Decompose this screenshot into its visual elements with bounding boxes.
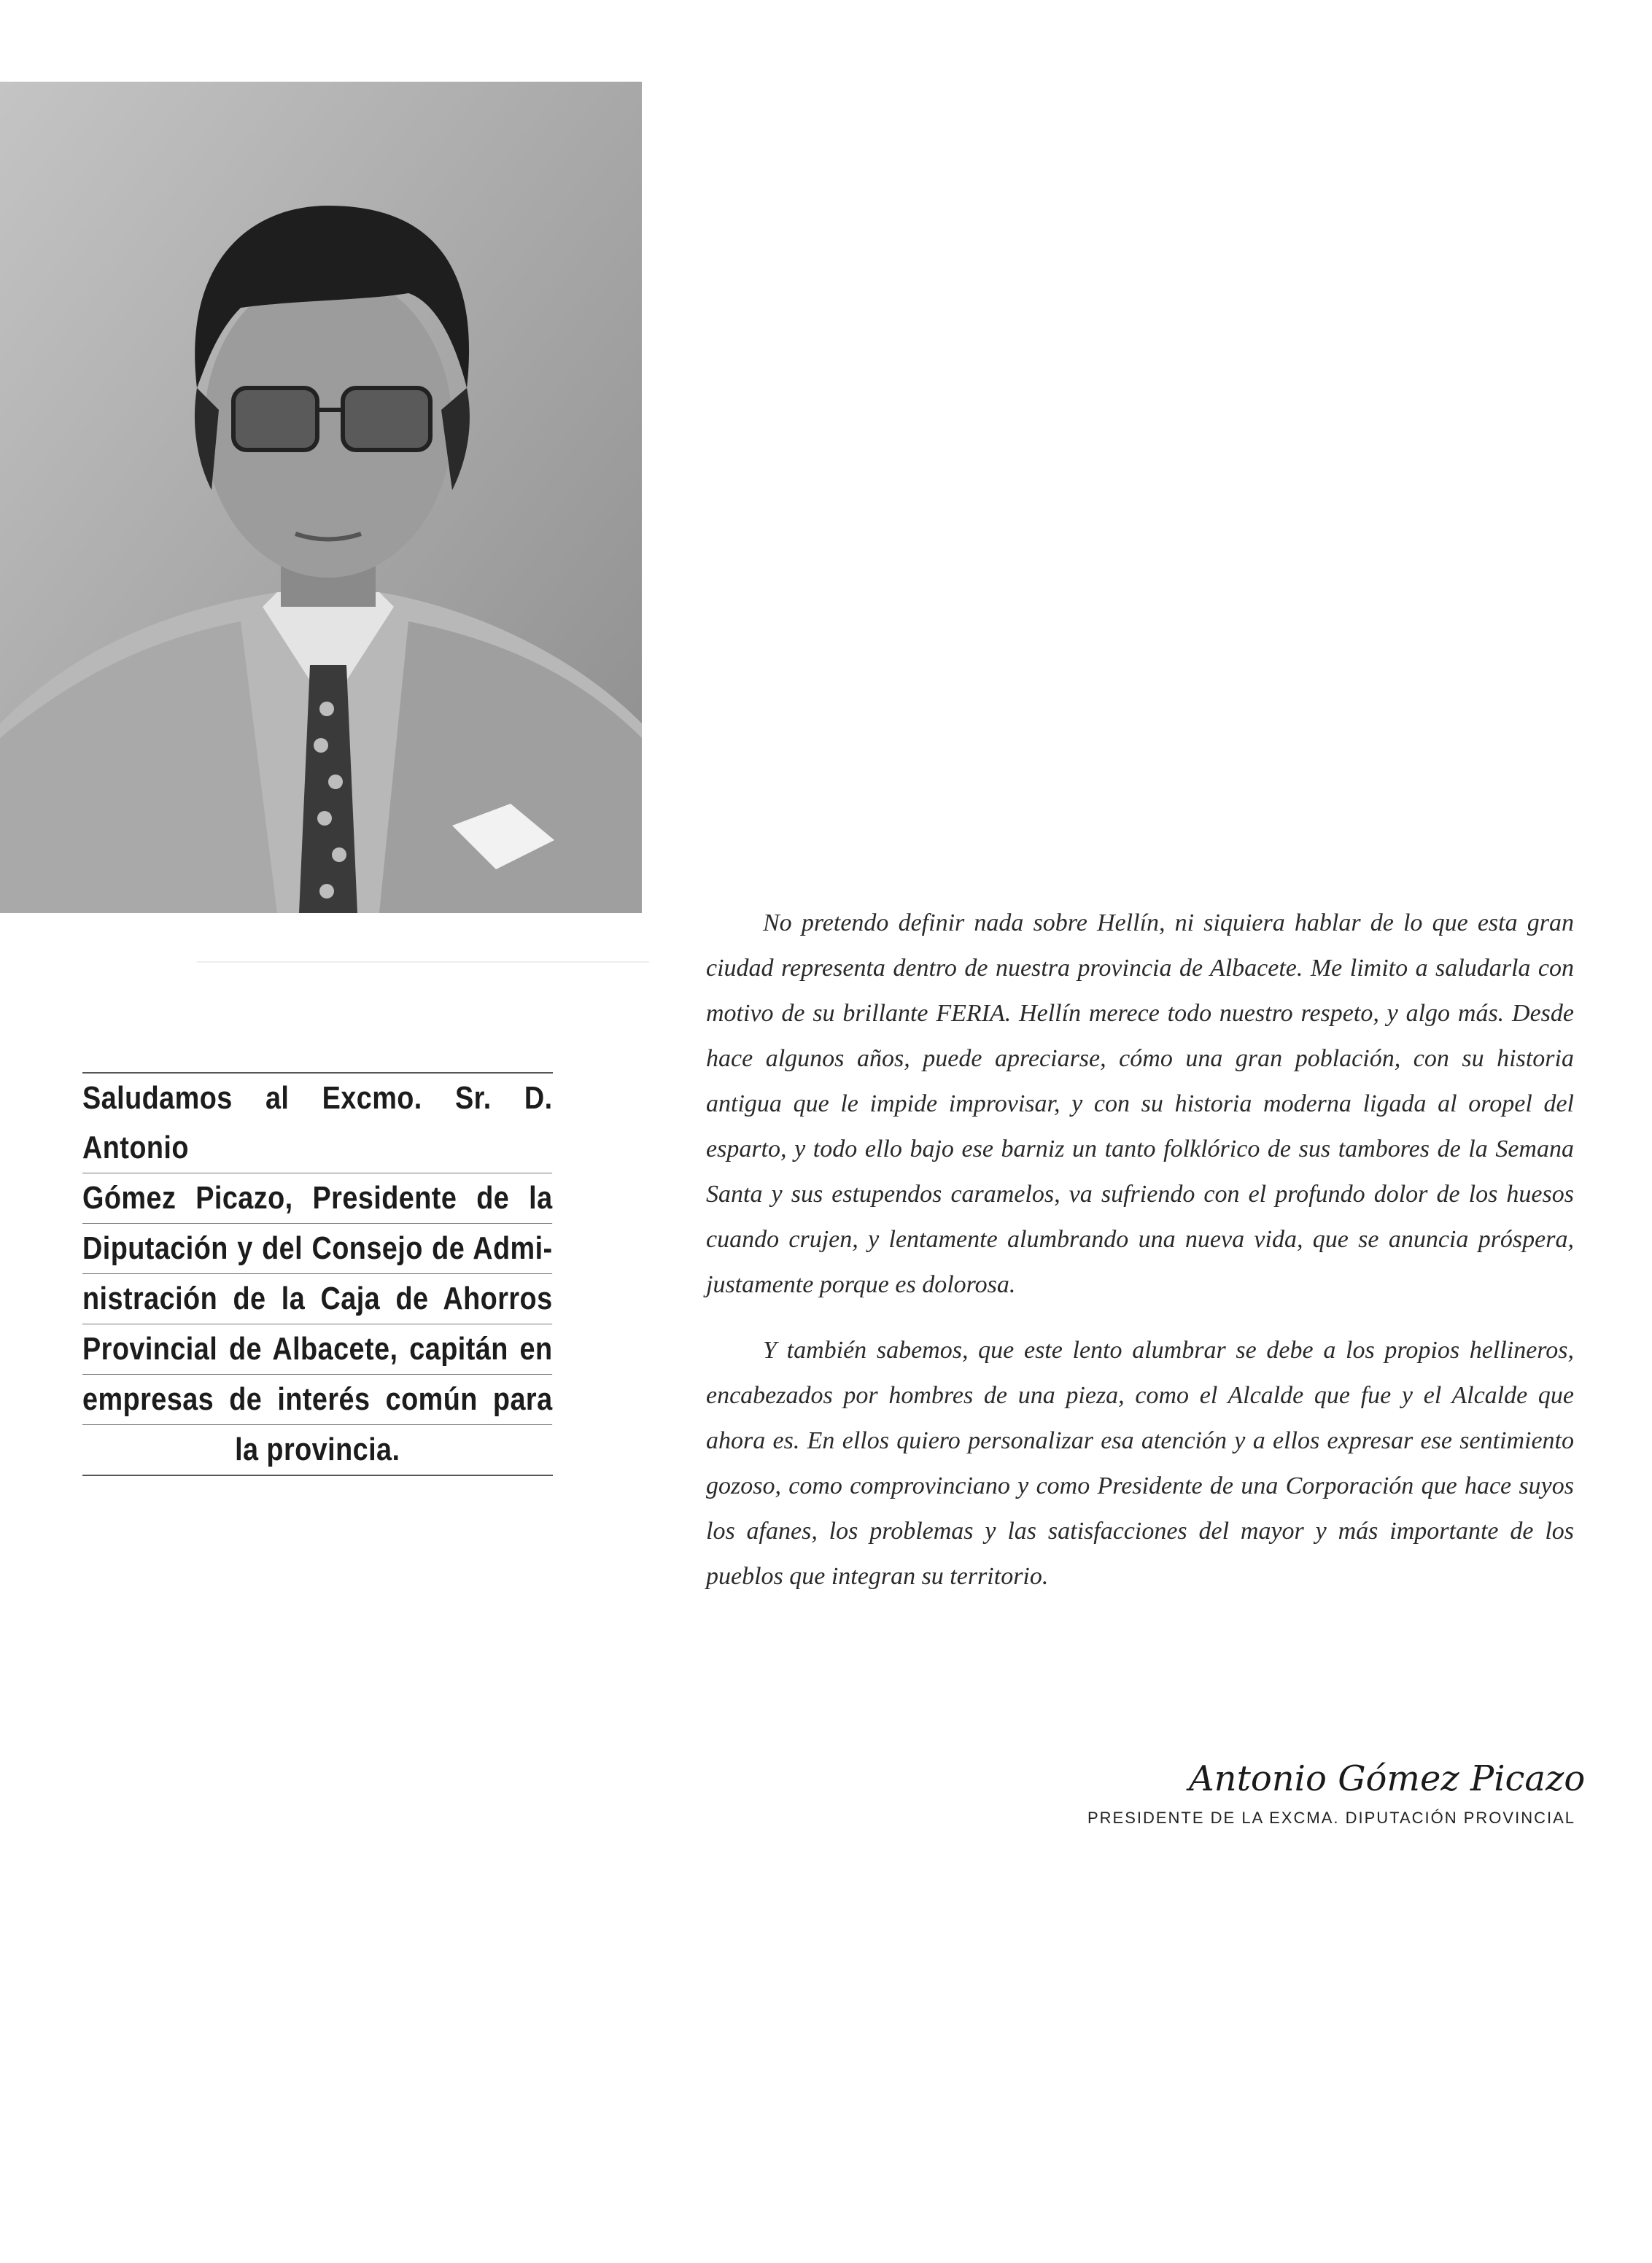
caption-line: empresas de interés común para — [82, 1375, 553, 1425]
letter-body — [706, 901, 1574, 1599]
caption-line: nistración de la Caja de Ahorros — [82, 1274, 553, 1324]
caption-line: Saludamos al Excmo. Sr. D. Antonio — [82, 1074, 553, 1173]
signature — [1182, 1739, 1586, 1812]
portrait-illustration — [0, 82, 642, 913]
paragraph: No pretendo definir nada sobre Hellín, ni siquiera hablar de lo que esta gran ciudad representa dentro de nuestra provincia de Albacete. Me limito a saludarla con motivo de su brillante FERIA. Hellín merece todo nuestro respeto, y algo más. Desde hace algunos años, puede apreciarse, cómo una gran población, con su historia antigua que le impide improvisar, y con su historia moderna ligada al oropel del esparto, y todo ello bajo ese barniz un tanto folklórico de sus tambores de la Semana Santa y sus estupendos caramelos, va sufriendo con el profundo dolor de los huesos cuando crujen, y lentamente alumbrando una nueva vida, que se anuncia próspera, justamente porque es dolorosa. — [706, 909, 1574, 1298]
caption-line: Diputación y del Consejo de Admi- — [82, 1224, 553, 1274]
caption-line: Gómez Picazo, Presidente de la — [82, 1173, 553, 1224]
divider — [197, 961, 649, 963]
paragraph: Y también sabemos, que este lento alumbrar se debe a los propios hellineros, encabezados por hombres de una pieza, como el Alcalde que fue y el Alcalde que ahora es. En ellos quiero personalizar esa atención y a ellos expresar ese sentimiento gozoso, como comprovinciano y como Presidente de una Corporación que hace suyos los afanes, los problemas y las satisfacciones del mayor y más importante de los pueblos que integran su territorio. — [706, 1337, 1574, 1590]
portrait-photo — [0, 82, 642, 913]
caption — [82, 1072, 553, 1476]
handwritten-signature — [1182, 1739, 1586, 1812]
caption-line: la provincia. — [235, 1432, 400, 1467]
signatory-title: PRESIDENTE DE LA EXCMA. DIPUTACIÓN PROVINCIAL — [1087, 1809, 1575, 1827]
signature-name: Antonio Gómez Picazo — [1189, 1758, 1586, 1799]
caption-line: Provincial de Albacete, capitán en — [82, 1324, 553, 1375]
